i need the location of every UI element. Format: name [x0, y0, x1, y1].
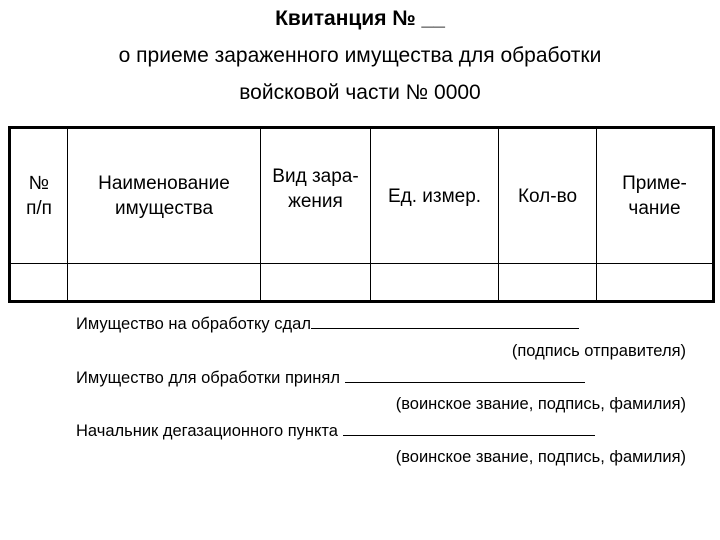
handed-over-label: Имущество на обработку сдал [76, 315, 311, 333]
received-label: Имущество для обработки принял [76, 369, 340, 387]
received-hint: (воинское звание, подпись, фамилия) [395, 395, 686, 413]
table-cell-name[interactable] [68, 264, 261, 302]
column-header-contamination-line1: Вид зара- [272, 166, 359, 187]
handed-over-signature-line[interactable] [311, 313, 579, 329]
chief-hint: (воинское звание, подпись, фамилия) [395, 448, 686, 466]
column-header-name-line1: Наименование [98, 173, 230, 194]
column-header-note-line1: Приме- [622, 173, 687, 194]
chief-signature-line[interactable] [343, 420, 595, 436]
column-header-number-line2: п/п [26, 198, 52, 219]
column-header-note [597, 128, 714, 264]
column-header-number [10, 128, 68, 264]
column-header-name [68, 128, 261, 264]
table-cell-number[interactable] [10, 264, 68, 302]
table-cell-contamination[interactable] [261, 264, 371, 302]
received-row [76, 367, 585, 389]
table-row [10, 264, 714, 302]
column-header-contamination [261, 128, 371, 264]
column-header-note-line2: чание [628, 198, 681, 219]
column-header-quantity: Кол-во [499, 128, 597, 264]
chief-label: Начальник дегазационного пункта [76, 422, 338, 440]
document-subtitle-line1: о приеме зараженного имущества для обработки [118, 44, 602, 67]
table-cell-quantity[interactable] [499, 264, 597, 302]
column-header-number-line1: № [28, 173, 50, 194]
receipt-table [8, 126, 715, 303]
document-subtitle-line2: войсковой части № 0000 [239, 81, 481, 104]
column-header-unit: Ед. измер. [371, 128, 499, 264]
received-signature-line[interactable] [345, 367, 585, 383]
table-cell-note[interactable] [597, 264, 714, 302]
document-title: Квитанция № __ [275, 7, 445, 30]
table-header-row [10, 128, 714, 264]
column-header-name-line2: имущества [114, 198, 214, 219]
handed-over-row [76, 313, 579, 335]
handed-over-hint: (подпись отправителя) [511, 342, 686, 360]
table-cell-unit[interactable] [371, 264, 499, 302]
column-header-contamination-line2: жения [288, 191, 343, 212]
chief-row [76, 420, 595, 442]
